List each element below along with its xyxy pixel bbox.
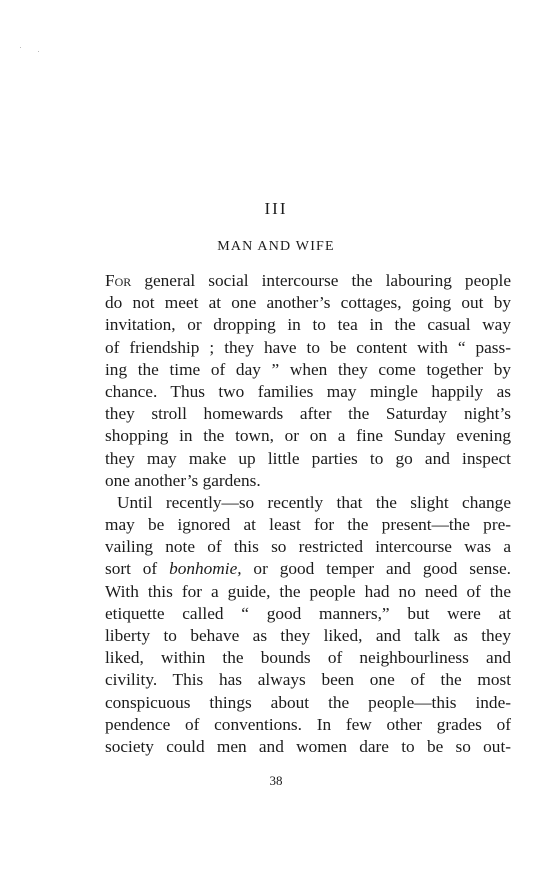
text-line: may be ignored at least for the present—the pre- — [105, 515, 511, 535]
page-number: 38 — [269, 773, 283, 788]
text-line: society could men and women dare to be so out- — [105, 736, 511, 756]
text-line-content: sort of — [105, 559, 170, 579]
text-line: Until recently—so recently that the slight change — [117, 492, 511, 512]
text-line: do not meet at one another’s cottages, going out by — [105, 293, 511, 313]
text-line: one another’s gardens. — [105, 470, 261, 490]
text-line: vailing note of this so restricted intercourse was a — [105, 537, 511, 557]
text-line: invitation, or dropping in to tea in the casual way — [105, 315, 511, 335]
text-line-content: or good temper and good sense. — [241, 559, 512, 579]
text-line: pendence of conventions. In few other grades of — [105, 714, 511, 734]
text-line: liberty to behave as they liked, and talk as they — [105, 626, 511, 645]
text-line: etiquette called “ good manners,” but were at — [105, 603, 511, 623]
text-line: liked, within the bounds of neighbourliness and — [105, 648, 511, 668]
opening-word: For — [105, 271, 132, 290]
italic-term: bonhomie, — [169, 559, 242, 579]
text-line: conspicuous things about the people—this inde- — [105, 692, 511, 712]
text-line-content: general social intercourse the labouring people — [131, 271, 511, 290]
paper-speck — [20, 47, 21, 48]
text-line: shopping in the town, or on a fine Sunday evening — [105, 426, 511, 446]
text-line: they stroll homewards after the Saturday night’s — [105, 404, 511, 424]
text-line: chance. Thus two families may mingle happily as — [105, 381, 511, 401]
chapter-title: MAN AND WIFE — [217, 239, 335, 254]
text-line — [105, 270, 511, 292]
chapter-number: III — [264, 199, 288, 218]
body-text — [105, 270, 511, 758]
text-line: civility. This has always been one of the most — [105, 670, 511, 690]
text-line: of friendship ; they have to be content with “ pass- — [105, 337, 511, 357]
paper-speck — [38, 51, 39, 52]
text-line — [105, 558, 511, 580]
text-line: ing the time of day ” when they come together by — [105, 359, 511, 379]
text-line: they may make up little parties to go and inspect — [105, 448, 511, 468]
text-line: With this for a guide, the people had no need of the — [105, 581, 511, 601]
